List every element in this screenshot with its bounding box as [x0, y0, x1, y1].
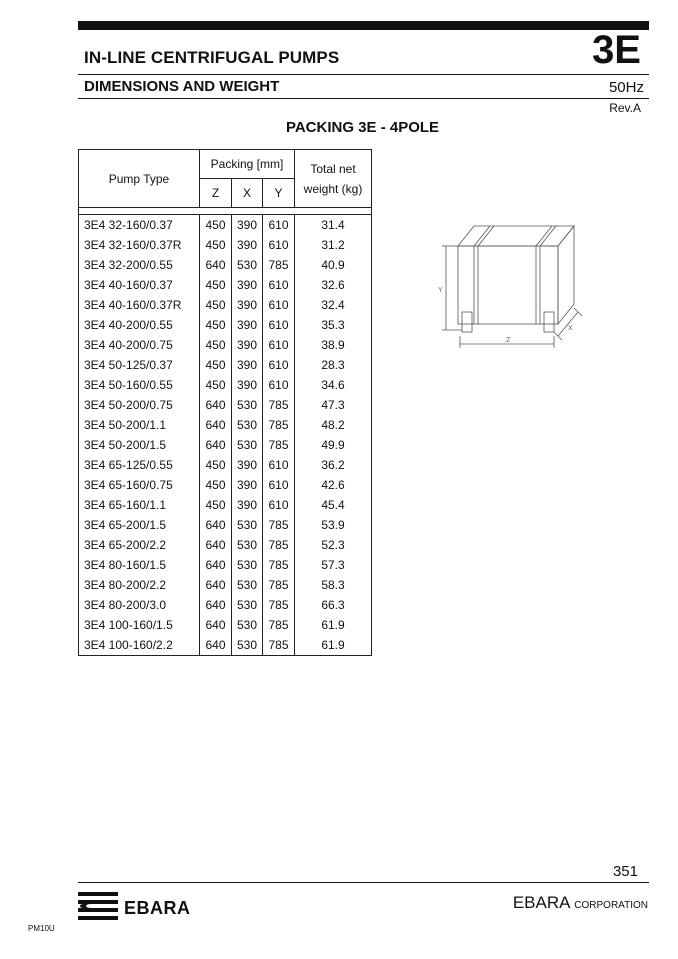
cell-pump-type: 3E4 80-200/3.0: [79, 595, 200, 615]
subheader-divider: [78, 98, 649, 99]
cell-x: 530: [232, 615, 263, 635]
cell-weight: 31.4: [295, 215, 372, 236]
cell-pump-type: 3E4 40-160/0.37R: [79, 295, 200, 315]
cell-pump-type: 3E4 65-125/0.55: [79, 455, 200, 475]
cell-z: 640: [200, 615, 232, 635]
table-row: [79, 635, 372, 656]
cell-y: 785: [263, 415, 295, 435]
ebara-logo-icon: [78, 890, 120, 922]
table-row: [79, 415, 372, 435]
footer-divider: [78, 882, 649, 883]
cell-z: 450: [200, 235, 232, 255]
cell-z: 450: [200, 215, 232, 236]
cell-x: 530: [232, 595, 263, 615]
cell-y: 610: [263, 275, 295, 295]
dimension-y-label: Y: [438, 287, 443, 294]
cell-x: 390: [232, 335, 263, 355]
table-row: [79, 375, 372, 395]
cell-z: 450: [200, 295, 232, 315]
cell-pump-type: 3E4 40-160/0.37: [79, 275, 200, 295]
cell-weight: 58.3: [295, 575, 372, 595]
cell-z: 640: [200, 395, 232, 415]
dimension-x-label: X: [568, 325, 573, 332]
table-row: [79, 615, 372, 635]
cell-z: 450: [200, 315, 232, 335]
table-row: [79, 355, 372, 375]
packing-table: [78, 149, 372, 656]
cell-z: 450: [200, 335, 232, 355]
cell-weight: 31.2: [295, 235, 372, 255]
table-row: [79, 475, 372, 495]
cell-y: 610: [263, 455, 295, 475]
cell-weight: 61.9: [295, 635, 372, 656]
section-title: PACKING 3E - 4POLE: [285, 119, 440, 136]
page-title: IN-LINE CENTRIFUGAL PUMPS: [84, 48, 340, 67]
cell-z: 450: [200, 375, 232, 395]
cell-x: 390: [232, 455, 263, 475]
cell-weight: 36.2: [295, 455, 372, 475]
cell-y: 610: [263, 475, 295, 495]
cell-x: 390: [232, 215, 263, 236]
cell-x: 530: [232, 635, 263, 656]
cell-pump-type: 3E4 65-200/1.5: [79, 515, 200, 535]
cell-pump-type: 3E4 65-160/0.75: [79, 475, 200, 495]
packing-box-diagram: [432, 212, 592, 352]
revision-label: Rev.A: [609, 101, 641, 115]
cell-z: 640: [200, 515, 232, 535]
page-number: 351: [612, 863, 638, 880]
cell-weight: 66.3: [295, 595, 372, 615]
header-y: Y: [263, 179, 295, 208]
cell-pump-type: 3E4 32-160/0.37: [79, 215, 200, 236]
header-x: X: [232, 179, 263, 208]
cell-x: 390: [232, 315, 263, 335]
cell-z: 640: [200, 435, 232, 455]
cell-z: 450: [200, 495, 232, 515]
cell-z: 640: [200, 575, 232, 595]
cell-weight: 57.3: [295, 555, 372, 575]
header-weight: Total net weight (kg): [295, 150, 372, 208]
cell-weight: 49.9: [295, 435, 372, 455]
cell-y: 785: [263, 595, 295, 615]
cell-pump-type: 3E4 40-200/0.55: [79, 315, 200, 335]
ebara-logo-text: EBARA: [124, 898, 191, 918]
cell-pump-type: 3E4 80-160/1.5: [79, 555, 200, 575]
cell-y: 785: [263, 575, 295, 595]
table-row: [79, 215, 372, 236]
table-row: [79, 395, 372, 415]
table-row: [79, 235, 372, 255]
cell-pump-type: 3E4 50-200/1.1: [79, 415, 200, 435]
cell-weight: 35.3: [295, 315, 372, 335]
cell-z: 640: [200, 415, 232, 435]
cell-z: 450: [200, 355, 232, 375]
table-row: [79, 555, 372, 575]
cell-x: 390: [232, 295, 263, 315]
series-code: 3E: [592, 28, 641, 72]
cell-z: 640: [200, 595, 232, 615]
cell-weight: 48.2: [295, 415, 372, 435]
cell-weight: 32.4: [295, 295, 372, 315]
cell-pump-type: 3E4 32-160/0.37R: [79, 235, 200, 255]
table-row: [79, 255, 372, 275]
cell-y: 785: [263, 615, 295, 635]
cell-z: 640: [200, 535, 232, 555]
cell-y: 785: [263, 435, 295, 455]
cell-pump-type: 3E4 100-160/2.2: [79, 635, 200, 656]
cell-weight: 52.3: [295, 535, 372, 555]
cell-y: 610: [263, 295, 295, 315]
cell-x: 530: [232, 575, 263, 595]
table-row: [79, 575, 372, 595]
cell-z: 450: [200, 455, 232, 475]
cell-y: 610: [263, 335, 295, 355]
cell-weight: 40.9: [295, 255, 372, 275]
cell-y: 785: [263, 635, 295, 656]
table-row: [79, 315, 372, 335]
cell-x: 530: [232, 535, 263, 555]
header-packing: Packing [mm]: [200, 150, 295, 179]
cell-x: 530: [232, 515, 263, 535]
cell-z: 450: [200, 475, 232, 495]
header-z: Z: [200, 179, 232, 208]
dimension-z-label: Z: [506, 337, 511, 344]
table-row: [79, 455, 372, 475]
cell-weight: 38.9: [295, 335, 372, 355]
cell-x: 530: [232, 435, 263, 455]
cell-y: 785: [263, 255, 295, 275]
cell-y: 785: [263, 535, 295, 555]
table-row: [79, 335, 372, 355]
table-row: [79, 435, 372, 455]
cell-pump-type: 3E4 50-160/0.55: [79, 375, 200, 395]
corporation-name: EBARA CORPORATION: [512, 893, 648, 912]
page-subtitle: DIMENSIONS AND WEIGHT: [84, 78, 280, 95]
cell-weight: 28.3: [295, 355, 372, 375]
cell-z: 640: [200, 555, 232, 575]
cell-weight: 47.3: [295, 395, 372, 415]
cell-y: 610: [263, 495, 295, 515]
cell-pump-type: 3E4 50-200/0.75: [79, 395, 200, 415]
cell-y: 785: [263, 515, 295, 535]
cell-weight: 34.6: [295, 375, 372, 395]
cell-pump-type: 3E4 65-160/1.1: [79, 495, 200, 515]
cell-x: 530: [232, 395, 263, 415]
cell-pump-type: 3E4 32-200/0.55: [79, 255, 200, 275]
cell-pump-type: 3E4 50-200/1.5: [79, 435, 200, 455]
cell-z: 640: [200, 255, 232, 275]
cell-z: 450: [200, 275, 232, 295]
document-code: PM10U: [28, 924, 55, 933]
table-row: [79, 515, 372, 535]
header-pump-type: Pump Type: [79, 150, 200, 208]
cell-x: 530: [232, 555, 263, 575]
cell-pump-type: 3E4 50-125/0.37: [79, 355, 200, 375]
cell-x: 530: [232, 415, 263, 435]
cell-weight: 53.9: [295, 515, 372, 535]
cell-pump-type: 3E4 80-200/2.2: [79, 575, 200, 595]
cell-x: 390: [232, 375, 263, 395]
cell-weight: 45.4: [295, 495, 372, 515]
cell-y: 610: [263, 235, 295, 255]
cell-x: 530: [232, 255, 263, 275]
cell-weight: 61.9: [295, 615, 372, 635]
cell-x: 390: [232, 475, 263, 495]
cell-x: 390: [232, 495, 263, 515]
frequency-label: 50Hz: [608, 79, 644, 96]
table-row: [79, 595, 372, 615]
cell-pump-type: 3E4 65-200/2.2: [79, 535, 200, 555]
cell-pump-type: 3E4 40-200/0.75: [79, 335, 200, 355]
cell-x: 390: [232, 235, 263, 255]
cell-weight: 42.6: [295, 475, 372, 495]
table-row: [79, 535, 372, 555]
cell-y: 610: [263, 315, 295, 335]
table-row: [79, 275, 372, 295]
table-row: [79, 295, 372, 315]
cell-weight: 32.6: [295, 275, 372, 295]
table-row: [79, 495, 372, 515]
cell-y: 785: [263, 555, 295, 575]
cell-y: 610: [263, 375, 295, 395]
cell-y: 610: [263, 355, 295, 375]
header-divider: [78, 74, 649, 75]
cell-x: 390: [232, 275, 263, 295]
header-top-bar: [78, 21, 649, 30]
cell-z: 640: [200, 635, 232, 656]
cell-y: 785: [263, 395, 295, 415]
cell-y: 610: [263, 215, 295, 236]
cell-pump-type: 3E4 100-160/1.5: [79, 615, 200, 635]
cell-x: 390: [232, 355, 263, 375]
